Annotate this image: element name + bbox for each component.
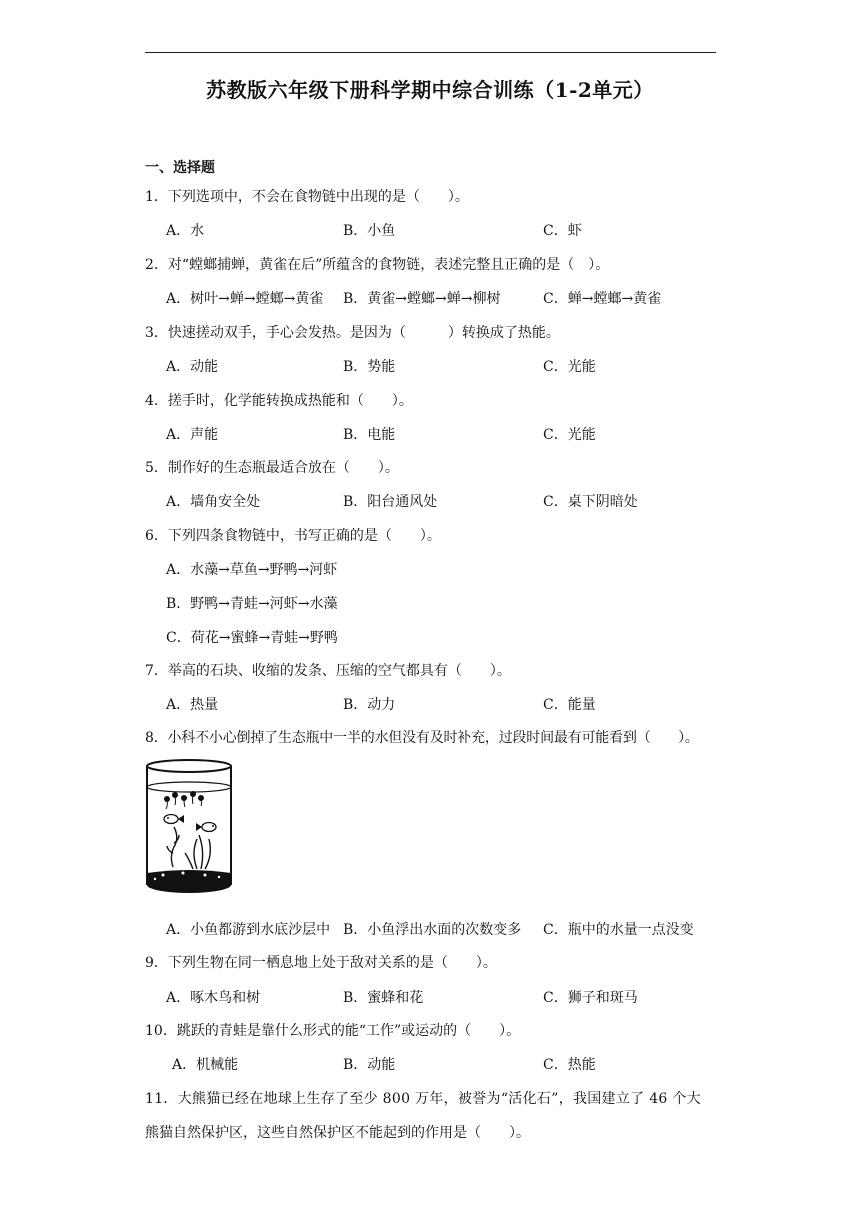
question-6: 6．下列四条食物链中，书写正确的是（ ）。 [145, 528, 441, 544]
q3-option-b: B．势能 [343, 359, 396, 375]
q5-option-a: A．墙角安全处 [166, 494, 261, 510]
q2-option-a: A．树叶→蝉→螳螂→黄雀 [166, 291, 324, 307]
q2-option-b: B．黄雀→螳螂→蝉→柳树 [343, 291, 501, 307]
q10-option-c: C．热能 [543, 1057, 596, 1073]
header-rule [145, 52, 716, 53]
fish-icon [164, 815, 184, 824]
q9-option-c: C．狮子和斑马 [543, 990, 638, 1006]
q8-option-c: C．瓶中的水量一点没变 [543, 922, 694, 938]
question-1: 1．下列选项中，不会在食物链中出现的是（ ）。 [145, 189, 469, 205]
question-8: 8．小科不小心倒掉了生态瓶中一半的水但没有及时补充，过段时间最有可能看到（ ）。 [145, 730, 699, 746]
q7-option-a: A．热量 [166, 697, 219, 713]
q10-option-b: B．动能 [343, 1057, 396, 1073]
q6-option-c: C．荷花→蜜蜂→青蛙→野鸭 [166, 630, 338, 646]
question-9: 9．下列生物在同一栖息地上处于敌对关系的是（ ）。 [145, 955, 497, 971]
q10-option-a: A．机械能 [172, 1057, 239, 1073]
q4-option-a: A．声能 [166, 427, 219, 443]
q5-option-c: C．桌下阴暗处 [543, 494, 638, 510]
question-10: 10．跳跃的青蛙是靠什么形式的能“工作”或运动的（ ）。 [145, 1023, 521, 1039]
q4-option-b: B．电能 [343, 427, 396, 443]
q9-option-a: A．啄木鸟和树 [166, 990, 261, 1006]
question-11-line-2: 熊猫自然保护区，这些自然保护区不能起到的作用是（ ）。 [145, 1125, 530, 1141]
question-11-line-1: 11．大熊猫已经在地球上生存了至少 800 万年，被誉为“活化石”，我国建立了 46 个大 [145, 1091, 701, 1107]
q1-option-b: B．小鱼 [343, 223, 396, 239]
q1-option-c: C．虾 [543, 223, 582, 239]
question-3: 3．快速搓动双手，手心会发热。是因为（ ）转换成了热能。 [145, 325, 560, 341]
q3-option-c: C．光能 [543, 359, 596, 375]
ecology-bottle-figure [143, 757, 235, 905]
section-heading: 一、选择题 [145, 160, 215, 176]
question-7: 7．举高的石块、收缩的发条、压缩的空气都具有（ ）。 [145, 663, 511, 679]
q8-option-a: A．小鱼都游到水底沙层中 [166, 922, 331, 938]
q3-option-a: A．动能 [166, 359, 219, 375]
q7-option-b: B．动力 [343, 697, 396, 713]
q7-option-c: C．能量 [543, 697, 596, 713]
question-4: 4．搓手时，化学能转换成热能和（ ）。 [145, 393, 413, 409]
q6-option-a: A．水藻→草鱼→野鸭→河虾 [166, 562, 338, 578]
page-title: 苏教版六年级下册科学期中综合训练（1-2单元） [206, 78, 654, 102]
question-2: 2．对“螳螂捕蝉，黄雀在后”所蕴含的食物链，表述完整且正确的是（ ）。 [145, 257, 610, 273]
q9-option-b: B．蜜蜂和花 [343, 990, 424, 1006]
q5-option-b: B．阳台通风处 [343, 494, 438, 510]
question-5: 5．制作好的生态瓶最适合放在（ ）。 [145, 460, 399, 476]
q6-option-b: B．野鸭→青蛙→河虾→水藻 [166, 596, 338, 612]
q2-option-c: C．蝉→螳螂→黄雀 [543, 291, 662, 307]
q8-option-b: B．小鱼浮出水面的次数变多 [343, 922, 522, 938]
q4-option-c: C．光能 [543, 427, 596, 443]
q1-option-a: A．水 [166, 223, 205, 239]
